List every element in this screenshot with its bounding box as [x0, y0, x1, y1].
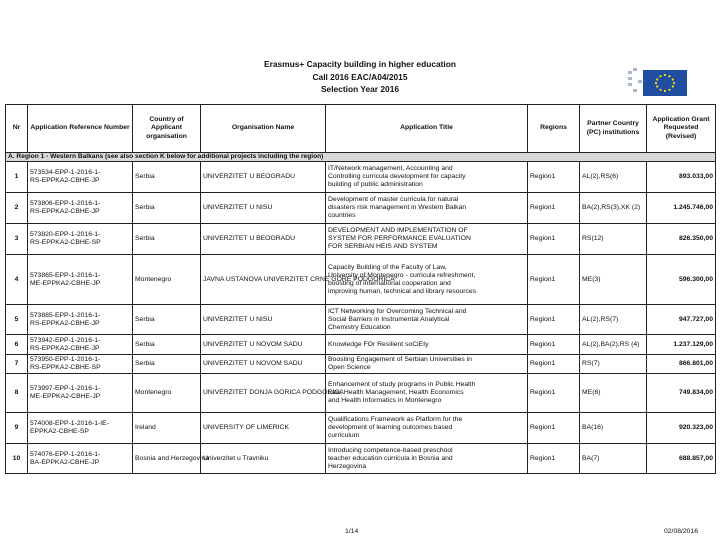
table-row — [6, 305, 716, 335]
document-title — [0, 58, 720, 96]
column-header-title: Application Title — [326, 105, 528, 153]
reference-line: 573820-EPP-1-2016-1- — [30, 231, 101, 238]
cell-organisation: UNIVERSITY OF LIMERICK — [201, 413, 326, 444]
cell-reference — [28, 162, 133, 193]
title-line: Boosting Engagement of Serbian Universities in — [328, 356, 472, 363]
cell-region: Region1 — [528, 224, 580, 255]
title-line: building of public administration — [328, 181, 423, 188]
cell-nr: 1 — [6, 162, 28, 193]
cell-region: Region1 — [528, 162, 580, 193]
cell-partner: ME(3) — [580, 255, 647, 305]
cell-grant: 866.801,00 — [647, 355, 716, 374]
cell-nr: 6 — [6, 335, 28, 355]
cell-title: Knowledge FOr Resilient soCiEty — [326, 335, 528, 355]
cell-nr: 9 — [6, 413, 28, 444]
cell-reference — [28, 355, 133, 374]
title-line: Controlling curricula development for capacity — [328, 173, 466, 180]
cell-country: Serbia — [133, 335, 201, 355]
reference-line: RS-EPPKA2-CBHE-JP — [30, 344, 100, 352]
cell-nr: 2 — [6, 193, 28, 224]
column-header-reference: Application Reference Number — [28, 105, 133, 153]
title-line: IT/Network management, Accounting and — [328, 165, 453, 172]
cell-partner: AL(2),RS(7) — [580, 305, 647, 335]
cell-reference — [28, 193, 133, 224]
title-line: Herzegovina — [328, 462, 367, 470]
cell-reference — [28, 413, 133, 444]
title-line: ICT Networking for Overcoming Technical and — [328, 307, 467, 315]
cell-region: Region1 — [528, 374, 580, 413]
cell-title — [326, 255, 528, 305]
table-row — [6, 444, 716, 474]
reference-line: EPPKA2-CBHE-SP — [30, 428, 89, 435]
cell-grant: 596.300,00 — [647, 255, 716, 305]
cell-nr: 10 — [6, 444, 28, 474]
cell-organisation: UNIVERZITET U NOVOM SADU — [201, 335, 326, 355]
cell-region: Region1 — [528, 335, 580, 355]
cell-country: Serbia — [133, 193, 201, 224]
footer-date: 02/08/2016 — [664, 528, 699, 535]
table-header-row — [6, 105, 716, 153]
title-line: FOR SERBIAN HEIS AND SYSTEM — [328, 243, 438, 250]
cell-nr: 5 — [6, 305, 28, 335]
reference-line: 573806-EPP-1-2016-1- — [30, 200, 101, 207]
page-number: 1/14 — [345, 528, 359, 535]
cell-grant: 1.245.746,00 — [647, 193, 716, 224]
cell-region: Region1 — [528, 193, 580, 224]
cell-organisation: UNIVERZITET U BEOGRADU — [201, 162, 326, 193]
reference-line: RS-EPPKA2-CBHE-SP — [30, 364, 101, 371]
cell-title — [326, 224, 528, 255]
reference-line: 573997-EPP-1-2016-1- — [30, 385, 101, 392]
reference-line: RS-EPPKA2-CBHE-JP — [30, 177, 100, 184]
title-line: teacher education curricula in Bosnia and — [328, 454, 453, 462]
cell-title — [326, 162, 528, 193]
reference-line: 573534-EPP-1-2016-1- — [30, 169, 101, 176]
cell-partner: RS(7) — [580, 355, 647, 374]
title-line: Enhancement of study programs in Public Health — [328, 381, 476, 388]
cell-partner: BA(16) — [580, 413, 647, 444]
cell-organisation: UNIVERZITET U BEOGRADU — [201, 224, 326, 255]
cell-region: Region1 — [528, 255, 580, 305]
cell-title — [326, 193, 528, 224]
cell-nr: 7 — [6, 355, 28, 374]
cell-country: Serbia — [133, 162, 201, 193]
table-row — [6, 413, 716, 444]
reference-line: ME-EPPKA2-CBHE-JP — [30, 393, 101, 400]
column-header-regions: Regions — [528, 105, 580, 153]
title-line: Chemistry Education — [328, 323, 391, 331]
cell-region: Region1 — [528, 355, 580, 374]
cell-organisation: UNIVERZITET U NISU — [201, 305, 326, 335]
title-line: disasters risk management in Western Balkan — [328, 204, 467, 211]
table-row — [6, 355, 716, 374]
cell-title — [326, 305, 528, 335]
title-line: Development of master curricula for natural — [328, 196, 459, 203]
cell-grant: 893.033,00 — [647, 162, 716, 193]
cell-grant: 947.727,00 — [647, 305, 716, 335]
title-line: Open Science — [328, 364, 371, 371]
cell-country: Serbia — [133, 224, 201, 255]
cell-title — [326, 374, 528, 413]
reference-line: 573942-EPP-1-2016-1- — [30, 336, 101, 344]
cell-grant: 826.350,00 — [647, 224, 716, 255]
eu-flag-icon — [628, 68, 692, 98]
cell-partner: BA(2),RS(3),XK (2) — [580, 193, 647, 224]
cell-region: Region1 — [528, 444, 580, 474]
cell-nr: 8 — [6, 374, 28, 413]
column-header-partner: Partner Country (PC) institutions — [580, 105, 647, 153]
cell-country: Montenegro — [133, 374, 201, 413]
table-row — [6, 162, 716, 193]
cell-partner: ME(6) — [580, 374, 647, 413]
cell-region: Region1 — [528, 305, 580, 335]
cell-reference — [28, 224, 133, 255]
cell-grant: 920.323,00 — [647, 413, 716, 444]
cell-partner: BA(7) — [580, 444, 647, 474]
cell-grant: 1.237.129,00 — [647, 335, 716, 355]
selection-results-table — [5, 104, 716, 474]
title-line: development of learning outcomes based — [328, 424, 453, 431]
cell-reference — [28, 255, 133, 305]
column-header-nr: Nr — [6, 105, 28, 153]
cell-reference — [28, 335, 133, 355]
title-line: Qualifications Framework as Platform for the — [328, 416, 463, 423]
cell-title — [326, 355, 528, 374]
reference-line: 574076-EPP-1-2016-1- — [30, 450, 101, 458]
title-line-call: Call 2016 EAC/A04/2015 — [312, 71, 408, 82]
reference-line: 574008-EPP-1-2016-1-IE- — [30, 420, 109, 427]
cell-grant: 688.857,00 — [647, 444, 716, 474]
column-header-organisation: Organisation Name — [201, 105, 326, 153]
title-line-selection-year: Selection Year 2016 — [320, 84, 400, 94]
title-line-programme: Erasmus+ Capacity building in higher education — [264, 59, 456, 69]
cell-nr: 4 — [6, 255, 28, 305]
cell-country: Serbia — [133, 355, 201, 374]
reference-line: RS-EPPKA2-CBHE-JP — [30, 319, 100, 327]
cell-country: Ireland — [133, 413, 201, 444]
cell-title — [326, 413, 528, 444]
cell-country: Bosnia and Herzegovina — [133, 444, 201, 474]
title-line: countries — [328, 212, 356, 219]
title-line: boosting of international cooperation and — [328, 279, 451, 287]
cell-country: Serbia — [133, 305, 201, 335]
cell-organisation: UNIVERZITET DONJA GORICA PODGORICA — [201, 374, 326, 413]
title-line: Law, Health Management, Health Economics — [328, 389, 464, 396]
table-row — [6, 255, 716, 305]
table-row — [6, 193, 716, 224]
title-line: curriculum — [328, 432, 360, 439]
title-line: Social Barriers in Instrumental Analytical — [328, 315, 450, 323]
reference-line: 573885-EPP-1-2016-1- — [30, 311, 101, 319]
cell-country: Montenegro — [133, 255, 201, 305]
column-header-country: Country of Applicant organisation — [133, 105, 201, 153]
cell-title — [326, 444, 528, 474]
table-row — [6, 374, 716, 413]
cell-organisation: Univerzitet u Travniku — [201, 444, 326, 474]
title-line: SYSTEM FOR PERFORMANCE EVALUATION — [328, 235, 471, 242]
reference-line: RS-EPPKA2-CBHE-JP — [30, 208, 100, 215]
cell-reference — [28, 305, 133, 335]
cell-organisation: UNIVERZITET U NOVOM SADU — [201, 355, 326, 374]
cell-partner: RS(12) — [580, 224, 647, 255]
cell-partner: AL(2),BA(2),RS (4) — [580, 335, 647, 355]
cell-organisation: JAVNA USTANOVA UNIVERZITET CRNE GORE PODGORICA — [201, 255, 326, 305]
region-heading: A. Region 1 - Western Balkans (see also section K below for additional projects including the region) — [6, 153, 716, 162]
cell-reference — [28, 374, 133, 413]
reference-line: RS-EPPKA2-CBHE-SP — [30, 239, 101, 246]
cell-organisation: UNIVERZITET U NISU — [201, 193, 326, 224]
title-line: Introducing competence-based preschool — [328, 446, 453, 454]
cell-region: Region1 — [528, 413, 580, 444]
table-row — [6, 224, 716, 255]
title-line: Capacity Building of the Faculty of Law, — [328, 263, 447, 271]
reference-line: 573950-EPP-1-2016-1- — [30, 356, 101, 363]
reference-line: BA-EPPKA2-CBHE-JP — [30, 458, 100, 466]
column-header-grant: Application Grant Requested (Revised) — [647, 105, 716, 153]
cell-nr: 3 — [6, 224, 28, 255]
cell-partner: AL(2),RS(6) — [580, 162, 647, 193]
cell-grant: 749.834,00 — [647, 374, 716, 413]
title-line: DEVELOPMENT AND IMPLEMENTATION OF — [328, 227, 468, 234]
reference-line: 573865-EPP-1-2016-1- — [30, 271, 101, 279]
table-row — [6, 335, 716, 355]
title-line: and Health Informatics in Montenegro — [328, 397, 442, 404]
region-heading-row — [6, 153, 716, 162]
title-line: University of Montenegro - curricula refreshment, — [328, 271, 476, 279]
title-line: improving human, technical and library resources — [328, 287, 477, 295]
reference-line: ME-EPPKA2-CBHE-JP — [30, 279, 101, 287]
cell-reference — [28, 444, 133, 474]
